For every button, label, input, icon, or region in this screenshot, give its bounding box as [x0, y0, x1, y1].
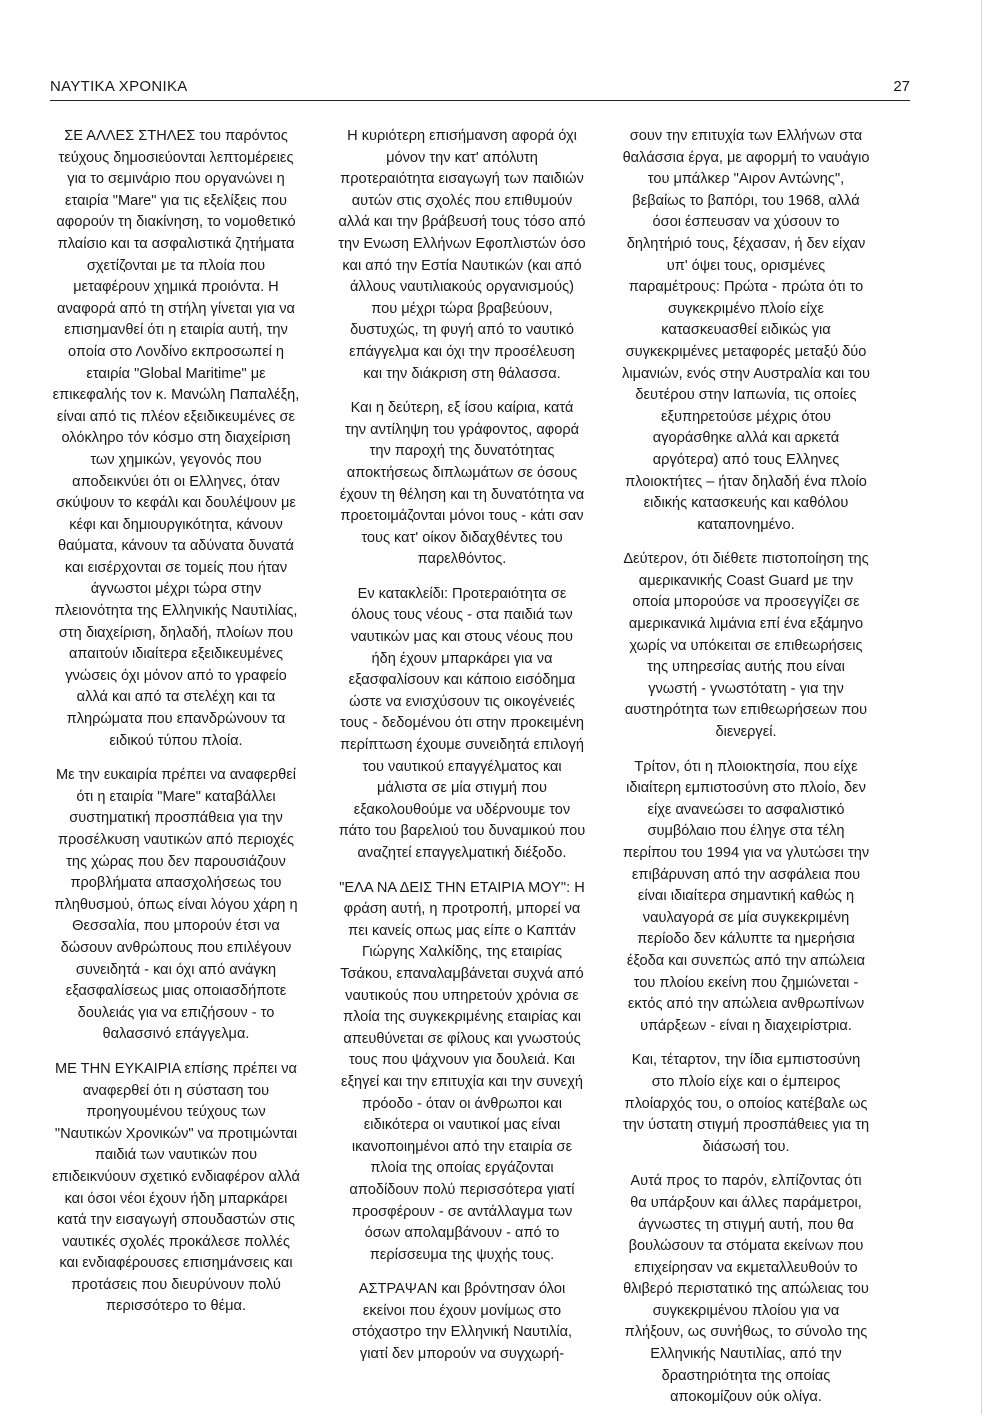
page-edge-line — [981, 0, 982, 1414]
publication-title: ΝΑΥΤΙΚΑ ΧΡΟΝΙΚΑ — [50, 78, 188, 95]
paragraph: Και η δεύτερη, εξ ίσου καίρια, κατά την αντίληψη του γράφοντος, αφορά την παροχή της δυνατότητας αποκτήσεως διπλωμάτων σε όσους έχουν τη θέληση και τη δυνατότητα να προετοιμάζονται μόνοι τους - κάτι σαν τους κατ' οίκον διδαχθέντες του παρελθόντος. — [339, 400, 585, 568]
paragraph: Εν κατακλείδι: Προτεραιότητα σε όλους τους νέους - στα παιδιά των ναυτικών μας και στους νέους που ήδη έχουν μπαρκάρει για να εξασφαλίσουν και κάποιο εισόδημα ώστε να ενισχύσουν τις οικογένειές τους - δεδομένου ότι στην προκειμένη περίπτωση έχουμε συνειδητά επιλογή του ναυτικού επαγγέλματος και μάλιστα σε μία στιγμή που εξακολουθούμε να υδέρνουμε τον πάτο του βαρελιού του δυναμικού που αναζητεί επαγγελματική διέξοδο. — [338, 585, 586, 861]
paragraph: Τρίτον, ότι η πλοιοκτησία, που είχε ιδιαίτερη εμπιστοσύνη στο πλοίο, δεν είχε ανανεώσει το ασφαλιστικό συμβόλαιο που έληγε στα τέλη περίπου του 1994 για να γλυτώσει την επιβάρυνση από την ασφάλεια που είναι ιδιαίτερα σημαντική καθώς η ναυλαγορά σε μία συγκεκριμένη περίοδο δεν κάλυπτε τα ημερήσια έξοδα και συνεπώς από την απώλεια του πλοίου εκείνη που ζημιώνεται - εκτός από την απώλεια ανθρωπίνων υπάρξεων - είναι η διαχειρίστρια. — [622, 758, 870, 1034]
article-column-1 — [52, 126, 300, 1331]
paragraph: Και, τέταρτον, την ίδια εμπιστοσύνη στο πλοίο είχε και ο έμπειρος πλοίαρχός του, ο οποίος κατέβαλε ως την ύστατη στιγμή προσπάθειες για τη διάσωσή του. — [622, 1052, 870, 1155]
page-header — [50, 76, 910, 102]
article-column-2 — [338, 126, 586, 1379]
header-rule — [50, 100, 910, 101]
paragraph: Η κυριότερη επισήμανση αφορά όχι μόνον την κατ' απόλυτη προτεραιότητα εισαγωγή των παιδιών αυτών στις σχολές που επιθυμούν αλλά και την βράβευσή τους τόσο από την Ενωση Ελλήνων Εφοπλιστών όσο και από την Εστία Ναυτικών (και από άλλους ναυτιλιακούς οργανισμούς) που μέχρι τώρα βραβεύουν, δυστυχώς, τη φυγή από το ναυτικό επάγγελμα και όχι την προσέλευση και την διάκριση στη θάλασσα. — [338, 128, 586, 382]
paragraph: ΣΕ ΑΛΛΕΣ ΣΤΗΛΕΣ του παρόντος τεύχους δημοσιεύονται λεπτομέρειες για το σεμινάριο που οργανώνει η εταιρία "Mare" για τις εξελίξεις που αφορούν τη διακίνηση, το νομοθετικό πλαίσιο και τα ασφαλιστικά ζητήματα σχετίζονται με τα πλοία που μεταφέρουν χημικά προιόντα. Η αναφορά από τη στήλη γίνεται για να επισημανθεί ότι η εταιρία αυτή, την οποία στο Λονδίνο εκπροσωπεί η εταιρία "Global Maritime" με επικεφαλής τον κ. Μανώλη Παπαλέξη, είναι από τις πλέον εξειδικευμένες σε ολόκληρο τόν κόσμο στη διαχείριση των χημικών, γεγονός που αποδεικνύει ότι οι Ελληνες, όταν σκύψουν το κεφάλι και δουλέψουν με κέφι και δημιουργικότητα, κάνουν θαύματα, κάνουν τα αδύνατα δυνατά και εισέρχονται σε τομείς που ήταν άγνωστοι μέχρι τώρα στην πλειονότητα της Ελληνικής Ναυτιλίας, στη διαχείριση, δηλαδή, πλοίων που απαιτούν ιδιαίτερα εξειδικευμένες γνώσεις όχι μόνον από το γραφείο αλλά και από τα στελέχη και τα πληρώματα που επανδρώνουν τα ειδικού τύπου πλοία. — [52, 128, 300, 749]
paragraph: ΜΕ ΤΗΝ ΕΥΚΑΙΡΙΑ επίσης πρέπει να αναφερθεί ότι η σύσταση του προηγουμένου τεύχους των "Ναυτικών Χρονικών" να προτιμώνται παιδιά των ναυτικών που επιδεικνύουν σχετικό ενδιαφέρον αλλά και όσοι νέοι έχουν ήδη μπαρκάρει κατά την εισαγωγή σπουδαστών στις ναυτικές σχολές προκάλεσε πολλές και ενδιαφέρουσες επισημάνσεις και προτάσεις που διευρύνουν πολύ περισσότερο το θέμα. — [52, 1060, 300, 1315]
paragraph: Αυτά προς το παρόν, ελπίζοντας ότι θα υπάρξουν και άλλες παράμετροι, άγνωστες τη στιγμή αυτή, που θα βουλώσουν τα στόματα εκείνων που επιχείρησαν να εκμεταλλευθούν το θλιβερό περιστατικό της απώλειας του συγκεκριμένου πλοίου για να πλήξουν, ως συνήθως, το σύνολο της Ελληνικής Ναυτιλίας, από την δραστηριότητα της οποίας αποκομίζουν ούκ ολίγα. — [623, 1173, 869, 1406]
page-number: 27 — [893, 78, 910, 95]
paragraph: σουν την επιτυχία των Ελλήνων στα θαλάσσια έργα, με αφορμή το ναυάγιο του μπάλκερ "Αιρον Αντώνης", βεβαίως το βαπόρι, του 1968, αλλά όσοι έσπευσαν να χύσουν το δηλητήριό τους, ξέχασαν, ή δεν είχαν υπ' όψει τους, ορισμένες παραμέτρους: Πρώτα - πρώτα ότι το συγκεκριμένο πλοίο είχε κατασκευασθεί ειδικώς για συγκεκριμένες μεταφορές μεταξύ δύο λιμανιών, ενός στην Αυστραλία και του δευτέρου στην Ιαπωνία, τις οποίες εξυπηρετούσε μέχρις ότου αγοράσθηκε αλλά και αρκετά αργότερα) από τους Ελληνες πλοιοκτήτες – ήταν δηλαδή ένα πλοίο ειδικής κατασκευής και καθόλου καταπονημένο. — [622, 128, 870, 533]
paragraph: ΑΣΤΡΑΨΑΝ και βρόντησαν όλοι εκείνοι που έχουν μονίμως στο στόχαστρο την Ελληνική Ναυτιλία, γιατί δεν μπορούν να συγχωρή- — [351, 1281, 573, 1363]
article-column-3 — [622, 126, 870, 1422]
paragraph: Με την ευκαιρία πρέπει να αναφερθεί ότι η εταιρία "Mare" καταβάλλει συστηματική προσπάθεια για την προσέλκυση ναυτικών από περιοχές της χώρας που δεν παρουσιάζουν προβλήματα απασχολήσεως του πληθυσμού, όπως είναι λόγου χάρη η Θεσσαλία, που μπορούν έτσι να δώσουν ανθρώπους που επιλέγουν συνειδητά - και όχι από ανάγκη εξασφαλίσεως μιας οποιασδήποτε δουλειάς για να επιζήσουν - το θαλασσινό επάγγελμα. — [54, 767, 298, 1043]
paragraph: "ΕΛΑ ΝΑ ΔΕΙΣ ΤΗΝ ΕΤΑΙΡΙΑ ΜΟΥ": Η φράση αυτή, η προτροπή, μπορεί να πει κανείς οπως μας είπε ο Καπτάν Γιώργης Χαλκίδης, της εταιρίας Τσάκου, επαναλαμβάνεται συχνά από ναυτικούς που υπηρετούν χρόνια σε πλοία της συγκεκριμένης εταιρίας και απευθύνεται σε φίλους και γνωστούς τους που ψάχνουν για δουλειά. Και εξηγεί και την επιτυχία και την συνεχή πρόοδο - όταν οι άνθρωποι και ειδικότερα οι ναυτικοί μας είναι ικανοποιημένοι από την εταιρία σε πλοία της οποίας εργάζονται αποδίδουν πολύ περισσότερα γιατί προσφέρουν - σε αντάλλαγμα των όσων απολαμβάνουν - από το περίσσευμα της ψυχής τους. — [339, 879, 585, 1263]
paragraph: Δεύτερον, ότι διέθετε πιστοποίηση της αμερικανικής Coast Guard με την οποία μπορούσε να προσεγγίζει σε αμερικανικά λιμάνια επί ένα εξάμηνο χωρίς να υπόκειται σε επιθεωρήσεις της υπηρεσίας αυτής που είναι γνωστή - γνωστότατη - για την αυστηρότητα των επιθεωρήσεων που διενεργεί. — [623, 551, 869, 741]
